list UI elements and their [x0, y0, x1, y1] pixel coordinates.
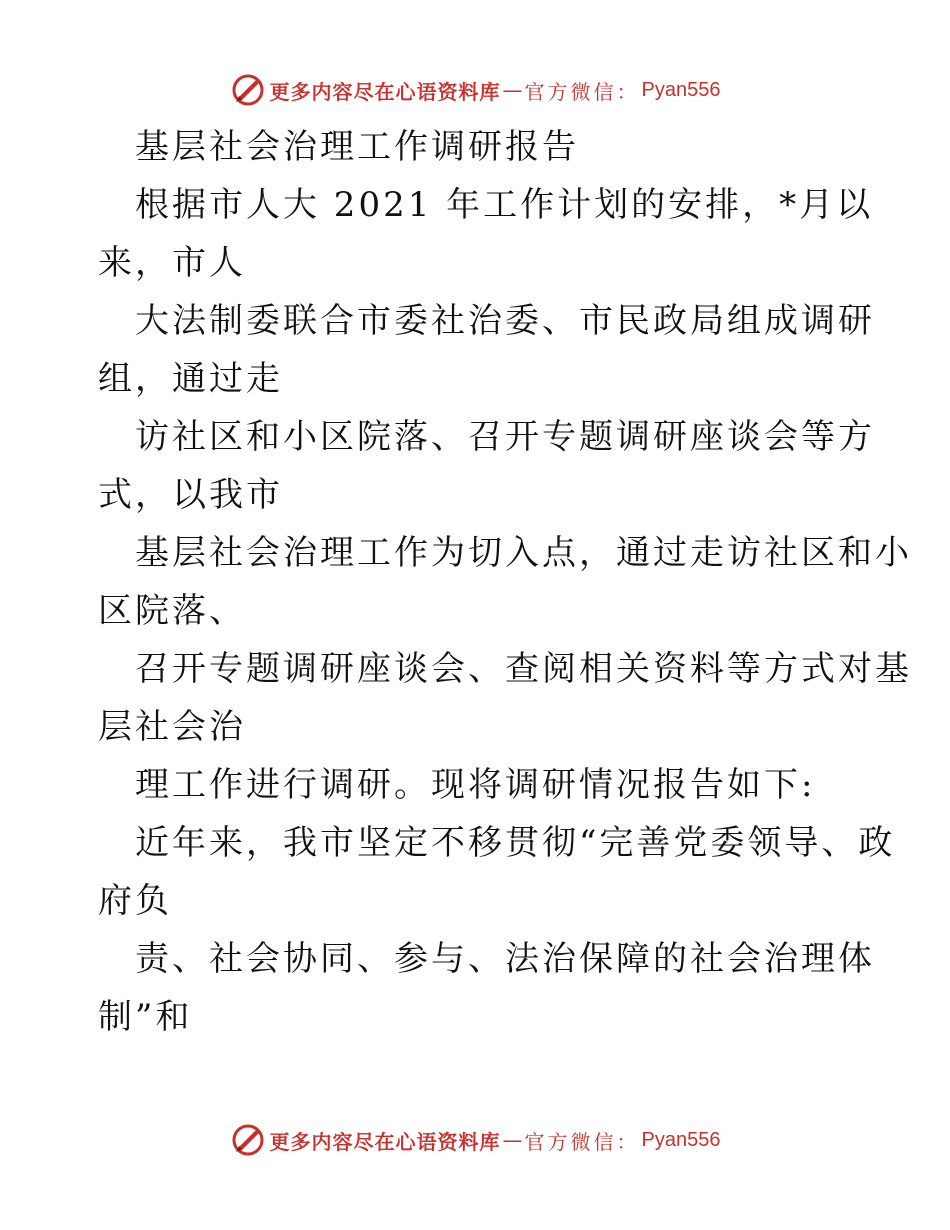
document-title: 基层社会治理工作调研报告 [135, 127, 579, 167]
document-line: 区院落、 [98, 591, 246, 631]
banner-text: 更多内容尽在心语资料库 [269, 79, 501, 104]
document-body [98, 118, 912, 1046]
banner-wechat-id: Pyan556 [641, 1128, 721, 1151]
banner-wechat-label: 官方微信： [524, 1129, 640, 1154]
document-line: 府负 [98, 881, 172, 921]
banner-dash: — [502, 1128, 523, 1152]
document-line: 大法制委联合市委社治委、市民政局组成调研 [135, 301, 875, 341]
banner-dash: — [502, 78, 523, 102]
document-line: 近年来，我市坚定不移贯彻“完善党委领导、政 [135, 823, 896, 863]
document-line: 理工作进行调研。现将调研情况报告如下: [135, 765, 816, 805]
banner-wechat-id: Pyan556 [641, 78, 721, 101]
document-line: 访社区和小区院落、召开专题调研座谈会等方 [135, 417, 875, 457]
document-line: 基层社会治理工作为切入点，通过走访社区和小 [135, 533, 912, 573]
pen-logo-icon [230, 72, 266, 108]
footer-banner [0, 1120, 950, 1160]
document-line: 组，通过走 [98, 359, 283, 399]
document-line: 式，以我市 [98, 475, 283, 515]
banner-wechat-label: 官方微信： [524, 79, 640, 104]
document-line: 根据市人大 2021 年工作计划的安排，*月以 [135, 185, 874, 225]
header-banner [0, 70, 950, 110]
banner-text: 更多内容尽在心语资料库 [269, 1129, 501, 1154]
document-line: 召开专题调研座谈会、查阅相关资料等方式对基 [135, 649, 912, 689]
document-line: 制”和 [98, 997, 193, 1037]
document-line: 层社会治 [98, 707, 246, 747]
document-line: 来，市人 [98, 243, 246, 283]
pen-logo-icon [230, 1122, 266, 1158]
document-line: 责、社会协同、参与、法治保障的社会治理体 [135, 939, 875, 979]
